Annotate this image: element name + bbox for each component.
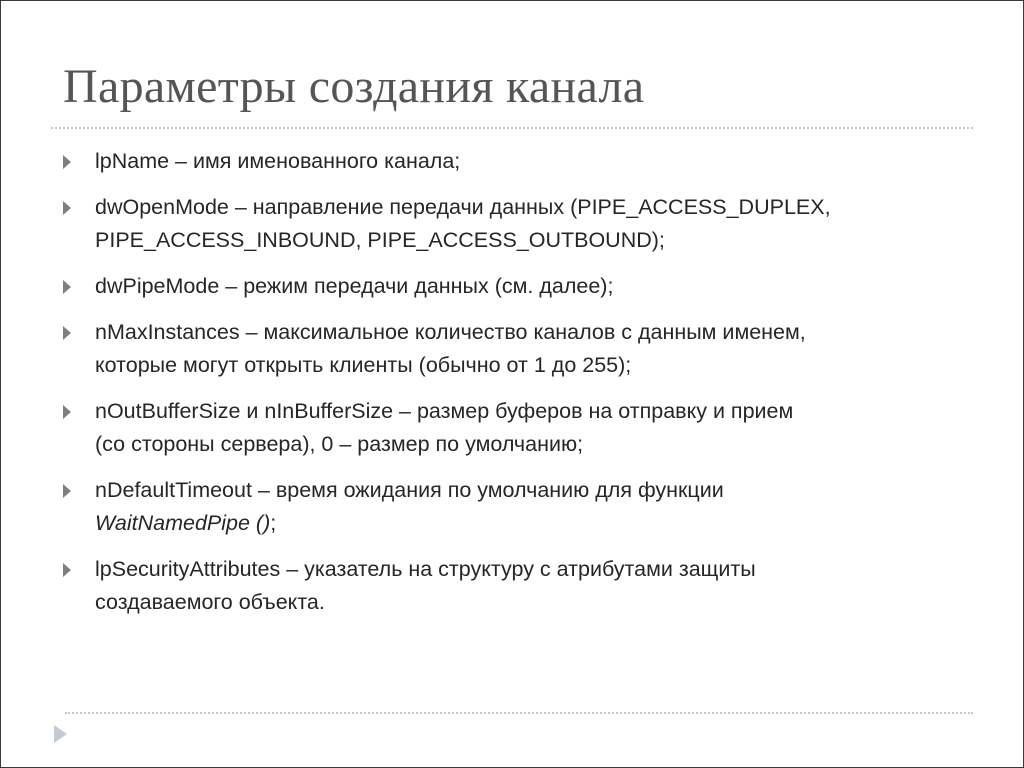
bullet-arrow-icon	[63, 201, 71, 215]
bullet-item-nmaxinstances	[63, 316, 963, 382]
bullet-text: PIPE_ACCESS_INBOUND, PIPE_ACCESS_OUTBOUND);	[95, 228, 665, 252]
bullet-text: (со стороны сервера), 0 – размер по умолчанию;	[95, 432, 584, 456]
bullet-item-lpname	[63, 145, 963, 178]
bullet-text: которые могут открыть клиенты (обычно от 1 до 255);	[95, 353, 632, 377]
bullet-text: lpName – имя именованного канала;	[95, 149, 461, 173]
bullet-arrow-icon	[63, 484, 71, 498]
bullet-arrow-icon	[63, 405, 71, 419]
bullet-text: nDefaultTimeout – время ожидания по умолчанию для функции	[95, 478, 724, 502]
bullet-text: lpSecurityAttributes – указатель на структуру с атрибутами защиты	[95, 557, 756, 581]
function-name: WaitNamedPipe ()	[95, 511, 271, 535]
bullet-item-buffersize	[63, 395, 963, 461]
bullet-item-dwopenmode	[63, 191, 963, 257]
corner-arrow-icon	[54, 725, 67, 743]
bullet-text: dwPipeMode – режим передачи данных (см. далее);	[95, 274, 614, 298]
bullet-text: создаваемого объекта.	[95, 590, 325, 614]
bullet-arrow-icon	[63, 155, 71, 169]
bullet-arrow-icon	[63, 563, 71, 577]
bullet-suffix: ;	[270, 511, 277, 535]
bullet-text: nMaxInstances – максимальное количество каналов с данным именем,	[95, 320, 806, 344]
slide-title: Параметры создания канала	[63, 60, 645, 113]
bullet-item-ndefaulttimeout	[63, 474, 963, 540]
bullet-text: dwOpenMode – направление передачи данных (PIPE_ACCESS_DUPLEX,	[95, 195, 831, 219]
bullet-item-dwpipemode	[63, 270, 963, 303]
bullet-item-lpsecurityattributes	[63, 553, 963, 619]
title-separator	[51, 127, 973, 129]
footer-separator	[65, 712, 973, 714]
bullet-text: nOutBufferSize и nInBufferSize – размер буферов на отправку и прием	[95, 399, 794, 423]
bullet-list	[63, 145, 963, 632]
bullet-arrow-icon	[63, 280, 71, 294]
bullet-arrow-icon	[63, 326, 71, 340]
bullet-text-line	[95, 507, 963, 540]
